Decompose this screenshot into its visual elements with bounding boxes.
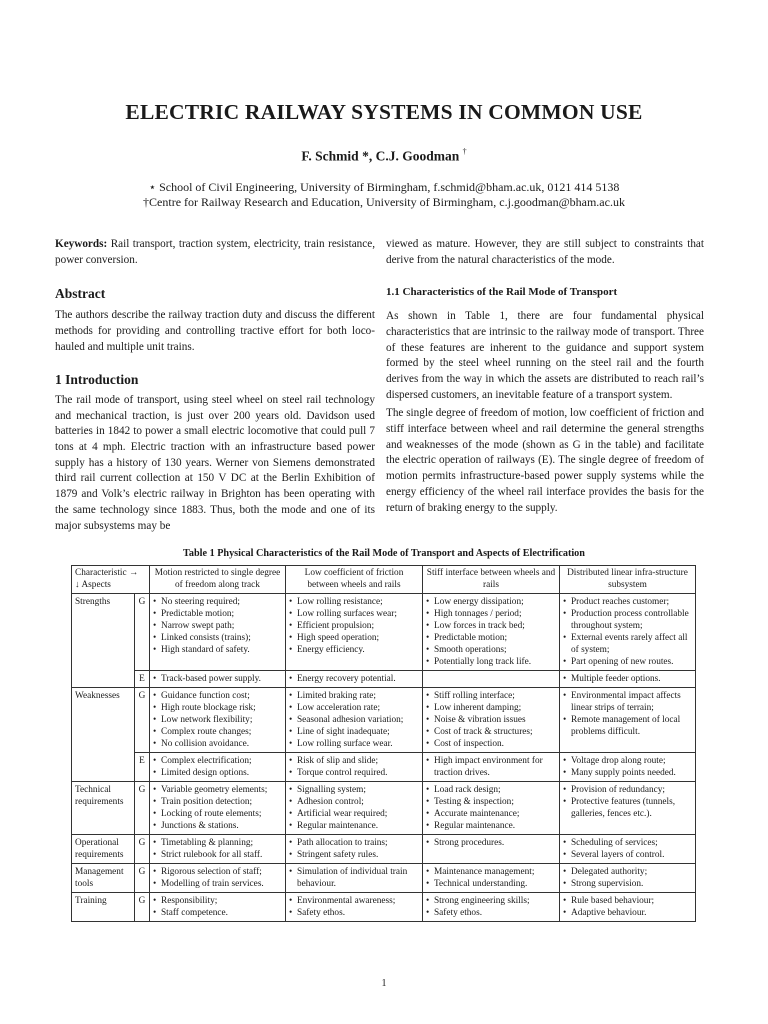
bullet-list <box>153 837 282 861</box>
table-cell <box>150 594 286 671</box>
aspect-cell: Management tools <box>72 864 135 893</box>
list-item: • Train position detection; <box>153 796 282 808</box>
list-item: • Path allocation to trains; <box>289 837 419 849</box>
list-item: • High tonnages / period; <box>426 608 556 620</box>
list-item: • Artificial wear required; <box>289 808 419 820</box>
bullet-list <box>289 866 419 890</box>
bullet-list <box>563 673 692 685</box>
list-item: • Scheduling of services; <box>563 837 692 849</box>
table-row <box>72 688 696 753</box>
list-item: • Guidance function cost; <box>153 690 282 702</box>
intro-text: The rail mode of transport, using steel wheel on steel rail technology and mechanical traction, is just over 200 years old. Davidson used batteries in 1842 to power a small electric locomotive that could pull 7 tons at 4 mph. Electric traction with an infrastructure based power supply has a history of 130 years. Werner von Siemens demonstrated third rail current collection at 150 V DC at the Berlin Exhibition of 1879 and Volk’s electric railway in Brighton has been operating with the same technology since 1883. Thus, both the mode and one of its major subsystems may be <box>55 393 375 532</box>
column-header: Distributed linear infra-structure subsystem <box>560 566 696 594</box>
bullet-list <box>289 755 419 779</box>
corner-header <box>72 566 150 594</box>
list-item: • Narrow swept path; <box>153 620 282 632</box>
list-item: • High impact environment for traction drives. <box>426 755 556 779</box>
table-row <box>72 671 696 688</box>
list-item: • Staff competence. <box>153 907 282 919</box>
aspect-cell: Operational requirements <box>72 835 135 864</box>
table-cell <box>423 835 560 864</box>
table-row <box>72 782 696 835</box>
table-caption: Table 1 Physical Characteristics of the Rail Mode of Transport and Aspects of Electrification <box>183 548 585 559</box>
list-item: • Predictable motion; <box>153 608 282 620</box>
list-item: • Technical understanding. <box>426 878 556 890</box>
bullet-list <box>289 784 419 832</box>
table-cell <box>560 688 696 753</box>
table-cell <box>286 893 423 922</box>
aspect-cell: Training <box>72 893 135 922</box>
table-cell <box>560 782 696 835</box>
table-row <box>72 864 696 893</box>
list-item: • Rule based behaviour; <box>563 895 692 907</box>
table-body <box>72 594 696 922</box>
table-cell <box>560 893 696 922</box>
list-item: • High route blockage risk; <box>153 702 282 714</box>
table-header-row <box>72 566 696 594</box>
bullet-list <box>426 690 556 750</box>
list-item: • Timetabling & planning; <box>153 837 282 849</box>
table-cell <box>423 753 560 782</box>
list-item: • Cost of inspection. <box>426 738 556 750</box>
abstract-heading: Abstract <box>55 286 106 302</box>
list-item: • Load rack design; <box>426 784 556 796</box>
list-item: • Low forces in track bed; <box>426 620 556 632</box>
table-cell <box>150 893 286 922</box>
right-column <box>386 237 704 516</box>
list-item: • Low inherent damping; <box>426 702 556 714</box>
bullet-list <box>563 866 692 890</box>
list-item: • External events rarely affect all of system; <box>563 632 692 656</box>
list-item: • Voltage drop along route; <box>563 755 692 767</box>
list-item: • Torque control required. <box>289 767 419 779</box>
bullet-list <box>426 866 556 890</box>
abstract-text: The authors describe the railway traction duty and discuss the different methods for providing and controlling tractive effort for both loco-hauled and multiple unit trains. <box>55 309 375 353</box>
bullet-list <box>563 690 692 738</box>
list-item: • Production process controllable throughout system; <box>563 608 692 632</box>
table-cell <box>150 835 286 864</box>
list-item: • Provision of redundancy; <box>563 784 692 796</box>
list-item: • Many supply points needed. <box>563 767 692 779</box>
bullet-list <box>426 837 556 849</box>
table-cell <box>423 671 560 688</box>
aspect-cell: Weaknesses <box>72 688 135 782</box>
bullet-list <box>153 690 282 750</box>
table-row <box>72 835 696 864</box>
list-item: • Predictable motion; <box>426 632 556 644</box>
bullet-list <box>563 596 692 668</box>
keywords-label: Keywords: <box>55 238 108 250</box>
list-item: • Stringent safety rules. <box>289 849 419 861</box>
affiliation-2: †Centre for Railway Research and Education, University of Birmingham, c.j.goodman@bham.ac.uk <box>143 195 625 209</box>
corner-line-1: Characteristic → <box>75 568 139 578</box>
table-cell <box>286 782 423 835</box>
list-item: • Modelling of train services. <box>153 878 282 890</box>
bullet-list <box>289 690 419 750</box>
bullet-list <box>153 895 282 919</box>
list-item: • Several layers of control. <box>563 849 692 861</box>
list-item: • Regular maintenance. <box>426 820 556 832</box>
bullet-list <box>153 673 282 685</box>
list-item: • No collision avoidance. <box>153 738 282 750</box>
bullet-list <box>289 837 419 861</box>
section-1-1-para-1: As shown in Table 1, there are four fundamental physical characteristics that are intrinsic to the railway mode of transport. Three of these features are inherent to the guidance and support system formed by the steel wheel running on the steel rail and the fourth derives from the way in which the assets are distributed to reach rail’s dispersed customers, an inevitable feature of a transport system. <box>386 310 704 401</box>
ge-cell: G <box>135 782 150 835</box>
list-item: • Complex electrification; <box>153 755 282 767</box>
table-cell <box>560 835 696 864</box>
table-cell <box>560 864 696 893</box>
paper-title: ELECTRIC RAILWAY SYSTEMS IN COMMON USE <box>125 100 643 124</box>
table-cell <box>286 671 423 688</box>
table-cell <box>150 753 286 782</box>
bullet-list <box>426 895 556 919</box>
bullet-list <box>426 596 556 668</box>
table-cell <box>423 782 560 835</box>
characteristics-table <box>71 565 696 922</box>
aspect-cell: Strengths <box>72 594 135 688</box>
ge-cell: E <box>135 671 150 688</box>
list-item: • Complex route changes; <box>153 726 282 738</box>
ge-cell: G <box>135 893 150 922</box>
ge-cell: G <box>135 835 150 864</box>
bullet-list <box>153 784 282 832</box>
list-item: • Accurate maintenance; <box>426 808 556 820</box>
list-item: • Locking of route elements; <box>153 808 282 820</box>
table-cell <box>423 594 560 671</box>
list-item: • Limited design options. <box>153 767 282 779</box>
list-item: • Multiple feeder options. <box>563 673 692 685</box>
table-cell <box>286 594 423 671</box>
ge-cell: G <box>135 864 150 893</box>
list-item: • Remote management of local problems difficult. <box>563 714 692 738</box>
list-item: • Limited braking rate; <box>289 690 419 702</box>
author-names: F. Schmid *, C.J. Goodman <box>301 148 460 164</box>
bullet-list <box>153 596 282 656</box>
section-1-1-para-2: The single degree of freedom of motion, low coefficient of friction and stiff interface between wheel and rail determine the general strengths and weaknesses of the mode (shown as G in the table) and facilitate the electric operation of railways (E). The single degree of freedom of motion permits infrastructure-based power supply systems while the energy efficiency of the wheel rail interface provides the basis for the return of braking energy to the supply. <box>386 407 704 514</box>
list-item: • Environmental impact affects linear strips of terrain; <box>563 690 692 714</box>
list-item: • Low network flexibility; <box>153 714 282 726</box>
table-cell <box>150 864 286 893</box>
list-item: • Cost of track & structures; <box>426 726 556 738</box>
list-item: • Signalling system; <box>289 784 419 796</box>
bullet-list <box>563 784 692 820</box>
list-item: • Energy efficiency. <box>289 644 419 656</box>
bullet-list <box>289 673 419 685</box>
bullet-list <box>289 895 419 919</box>
list-item: • Variable geometry elements; <box>153 784 282 796</box>
list-item: • Safety ethos. <box>426 907 556 919</box>
list-item: • Simulation of individual train behaviour. <box>289 866 419 890</box>
left-column <box>55 237 375 534</box>
column-header: Stiff interface between wheels and rails <box>423 566 560 594</box>
corner-line-2: ↓ Aspects <box>75 579 111 590</box>
ge-cell: G <box>135 688 150 753</box>
list-item: • High standard of safety. <box>153 644 282 656</box>
authors <box>0 148 768 165</box>
list-item: • Stiff rolling interface; <box>426 690 556 702</box>
table-cell <box>560 753 696 782</box>
table-cell <box>560 671 696 688</box>
list-item: • Line of sight inadequate; <box>289 726 419 738</box>
section-1-1-heading: 1.1 Characteristics of the Rail Mode of Transport <box>386 286 618 299</box>
list-item: • Risk of slip and slide; <box>289 755 419 767</box>
bullet-list <box>426 784 556 832</box>
list-item: • Strong procedures. <box>426 837 556 849</box>
list-item: • Adaptive behaviour. <box>563 907 692 919</box>
bullet-list <box>153 866 282 890</box>
table-cell <box>286 864 423 893</box>
list-item: • Strict rulebook for all staff. <box>153 849 282 861</box>
table-row <box>72 594 696 671</box>
list-item: • Linked consists (trains); <box>153 632 282 644</box>
table-row <box>72 753 696 782</box>
list-item: • Testing & inspection; <box>426 796 556 808</box>
list-item: • Rigorous selection of staff; <box>153 866 282 878</box>
table-cell <box>150 782 286 835</box>
list-item: • High speed operation; <box>289 632 419 644</box>
affiliation-1: ⋆ School of Civil Engineering, University of Birmingham, f.schmid@bham.ac.uk, 0121 414 5138 <box>148 180 620 194</box>
bullet-list <box>563 837 692 861</box>
ge-cell: E <box>135 753 150 782</box>
bullet-list <box>563 895 692 919</box>
list-item: • Strong engineering skills; <box>426 895 556 907</box>
aspect-cell: Technical requirements <box>72 782 135 835</box>
page-number: 1 <box>381 978 387 989</box>
list-item: • Low rolling surfaces wear; <box>289 608 419 620</box>
list-item: • Low acceleration rate; <box>289 702 419 714</box>
list-item: • Delegated authority; <box>563 866 692 878</box>
list-item: • Track-based power supply. <box>153 673 282 685</box>
list-item: • Safety ethos. <box>289 907 419 919</box>
intro-continuation: viewed as mature. However, they are still subject to constraints that derive from the natural characteristics of the mode. <box>386 238 704 266</box>
list-item: • Energy recovery potential. <box>289 673 419 685</box>
table-cell <box>286 753 423 782</box>
bullet-list <box>563 755 692 779</box>
list-item: • Environmental awareness; <box>289 895 419 907</box>
list-item: • No steering required; <box>153 596 282 608</box>
list-item: • Smooth operations; <box>426 644 556 656</box>
keywords <box>55 237 375 268</box>
list-item: • Seasonal adhesion variation; <box>289 714 419 726</box>
list-item: • Potentially long track life. <box>426 656 556 668</box>
table-cell <box>150 688 286 753</box>
table-cell <box>150 671 286 688</box>
list-item: • Junctions & stations. <box>153 820 282 832</box>
column-header: Low coefficient of friction between wheels and rails <box>286 566 423 594</box>
ge-cell: G <box>135 594 150 671</box>
list-item: • Regular maintenance. <box>289 820 419 832</box>
list-item: • Low rolling resistance; <box>289 596 419 608</box>
table-cell <box>286 688 423 753</box>
list-item: • Adhesion control; <box>289 796 419 808</box>
table-row <box>72 893 696 922</box>
list-item: • Protective features (tunnels, galleries, fences etc.). <box>563 796 692 820</box>
list-item: • Product reaches customer; <box>563 596 692 608</box>
bullet-list <box>426 755 556 779</box>
list-item: • Strong supervision. <box>563 878 692 890</box>
bullet-list <box>153 755 282 779</box>
list-item: • Noise & vibration issues <box>426 714 556 726</box>
list-item: • Efficient propulsion; <box>289 620 419 632</box>
list-item: • Part opening of new routes. <box>563 656 692 668</box>
table-cell <box>423 864 560 893</box>
list-item: • Low rolling surface wear. <box>289 738 419 750</box>
table-cell <box>423 688 560 753</box>
bullet-list <box>289 596 419 656</box>
table-cell <box>560 594 696 671</box>
keywords-text: Rail transport, traction system, electricity, train resistance, power conversion. <box>55 238 376 266</box>
list-item: • Low energy dissipation; <box>426 596 556 608</box>
list-item: • Maintenance management; <box>426 866 556 878</box>
table-cell <box>286 835 423 864</box>
table-cell <box>423 893 560 922</box>
list-item: • Responsibility; <box>153 895 282 907</box>
column-header: Motion restricted to single degree of freedom along track <box>150 566 286 594</box>
author-dagger: † <box>462 147 467 156</box>
intro-heading: 1 Introduction <box>55 372 139 388</box>
